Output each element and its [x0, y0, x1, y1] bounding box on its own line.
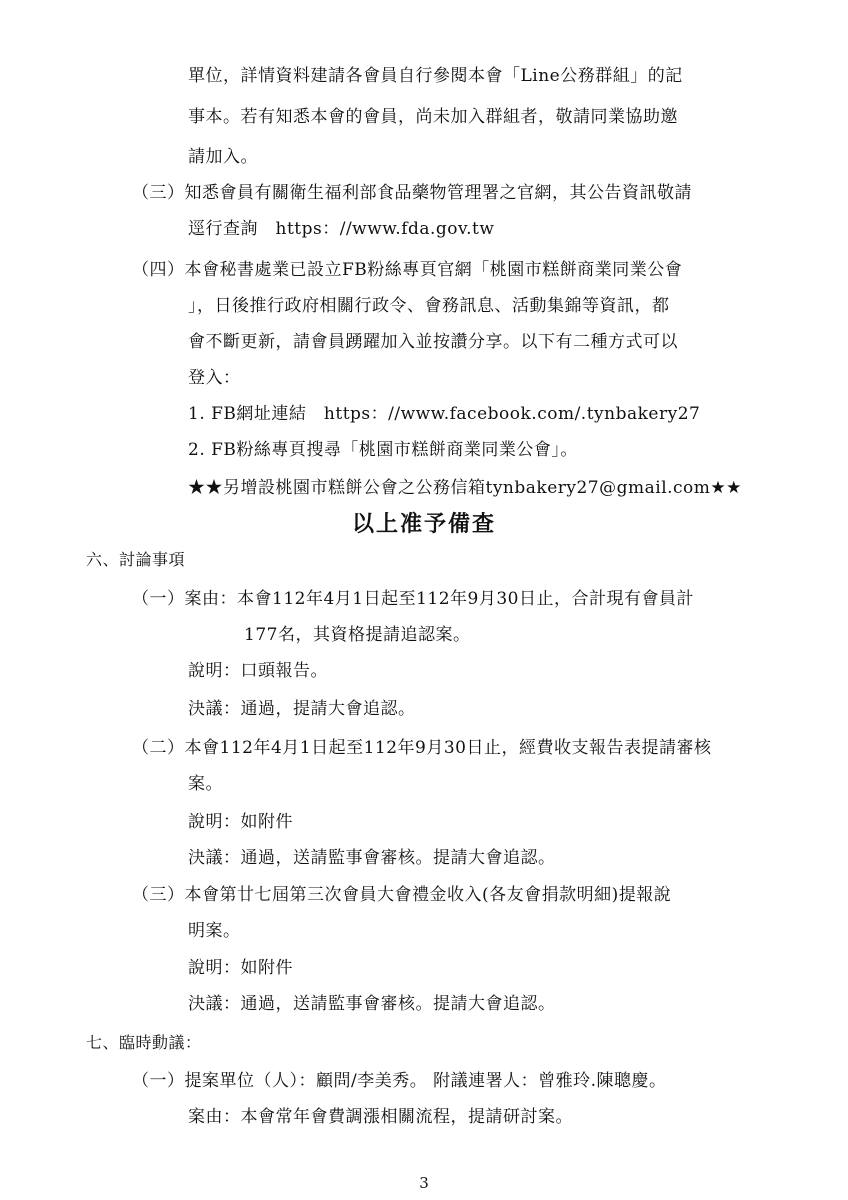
text-line: 逕行查詢 https：//www.fda.gov.tw: [188, 219, 495, 239]
text-line: 決議：通過，送請監事會審核。提請大會追認。: [188, 848, 556, 868]
text-line: 」，日後推行政府相關行政令、會務訊息、活動集錦等資訊，都: [188, 296, 670, 316]
text-line: （三）本會第廿七屆第三次會員大會禮金收入(各友會捐款明細)提報說: [132, 885, 672, 905]
text-line: 事本。若有知悉本會的會員，尚未加入群組者，敬請同業協助邀: [188, 107, 678, 127]
section-title: 以上准予備查: [351, 511, 496, 537]
text-line: 案由：本會常年會費調漲相關流程，提請研討案。: [188, 1107, 573, 1127]
section-heading: 六、討論事項: [86, 550, 186, 569]
text-line: （三）知悉會員有關衛生福利部食品藥物管理署之官網，其公告資訊敬請: [132, 183, 692, 203]
section-heading: 七、臨時動議：: [86, 1033, 202, 1052]
text-line: 明案。: [188, 921, 241, 941]
text-line: ★★另增設桃園市糕餅公會之公務信箱tynbakery27@gmail.com★★: [188, 478, 742, 498]
text-line: 登入：: [188, 368, 241, 388]
text-line: 決議：通過，提請大會追認。: [188, 699, 416, 719]
text-line: （二）本會112年4月1日起至112年9月30日止，經費收支報告表提請審核: [132, 738, 712, 758]
text-line: 單位，詳情資料建請各會員自行參閱本會「Line公務群組」的記: [188, 66, 683, 86]
text-line: （一）案由：本會112年4月1日起至112年9月30日止，合計現有會員計: [132, 589, 694, 609]
text-line: 說明：如附件: [188, 958, 293, 978]
text-line: （一）提案單位（人）：顧問/李美秀。 附議連署人：曾雅玲.陳聰慶。: [132, 1071, 667, 1091]
text-line: 177名，其資格提請追認案。: [244, 625, 471, 645]
text-line: 1. FB網址連結 https：//www.facebook.com/.tynbakery27: [188, 404, 701, 424]
text-line: 案。: [188, 774, 223, 794]
text-line: 說明：如附件: [188, 812, 293, 832]
page-number: 3: [419, 1174, 429, 1192]
text-line: 請加入。: [188, 147, 258, 167]
text-line: 2. FB粉絲專頁搜尋「桃園市糕餅商業同業公會」。: [188, 440, 578, 460]
text-line: 決議：通過，送請監事會審核。提請大會追認。: [188, 994, 556, 1014]
text-line: （四）本會秘書處業已設立FB粉絲專頁官網「桃園市糕餅商業同業公會: [132, 260, 683, 280]
text-line: 會不斷更新，請會員踴躍加入並按讚分享。以下有二種方式可以: [188, 332, 678, 352]
text-line: 說明：口頭報告。: [188, 661, 328, 681]
